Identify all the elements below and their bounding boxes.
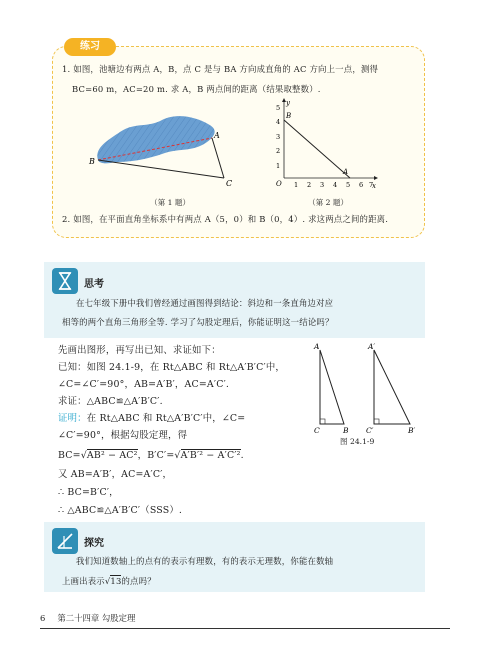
- fig1-caption: （第 1 题）: [150, 198, 191, 207]
- chapter-title: 第二十四章 勾股定理: [57, 613, 136, 623]
- y-tick: 4: [276, 118, 281, 126]
- sqrt-icon: √: [104, 576, 111, 586]
- footer-rule: [40, 628, 450, 629]
- x-tick: 4: [333, 181, 338, 189]
- b2c2-eq: ，B′C′=: [137, 450, 175, 461]
- think-line1: 在七年级下册中我们曾经通过画图得到结论：斜边和一条直角边对应: [76, 298, 334, 308]
- proof-line-4: 求证：△ABC≌△A′B′C′.: [58, 396, 163, 407]
- radicand-1: AB² − AC²: [86, 450, 138, 461]
- explore-radicand: 13: [110, 576, 122, 586]
- compass-icon: [52, 528, 78, 554]
- exercise-q1-line2: BC=60 m，AC=20 m. 求 A，B 两点间的距离（结果取整数）.: [72, 84, 321, 94]
- fig1-label-b: B: [89, 157, 95, 166]
- x-tick: 5: [346, 181, 351, 189]
- proof-line-5: [58, 410, 245, 427]
- label-c: C: [314, 426, 320, 435]
- proof-line-6: ∠C′=90°，根据勾股定理，得: [58, 430, 188, 441]
- x-tick: 2: [307, 181, 312, 189]
- explore-line2-end: 的点吗？: [121, 576, 156, 586]
- x-tick: 7: [369, 181, 374, 189]
- y-tick: 3: [276, 133, 281, 141]
- fig2-y-label: y: [286, 99, 290, 107]
- fig1-label-c: C: [226, 179, 233, 188]
- explore-title: 探究: [84, 538, 104, 549]
- exercise-q1-line1: 1. 如图，池塘边有两点 A，B，点 C 是与 BA 方向成直角的 AC 方向上一点，测得: [62, 64, 379, 74]
- y-tick: 2: [276, 147, 281, 155]
- think-line2: 相等的两个直角三角形全等. 学习了勾股定理后，你能证明这一结论吗？: [62, 317, 334, 327]
- x-tick: 6: [359, 181, 364, 189]
- figure-caption: 图 24.1-9: [340, 437, 375, 446]
- page-number: 6: [40, 613, 46, 623]
- label-a: A: [314, 342, 320, 351]
- period: .: [240, 450, 244, 461]
- sqrt-icon: √: [80, 450, 87, 461]
- proof-line-9: ∴ BC=B′C′，: [58, 487, 119, 498]
- triangle-abc: [320, 350, 344, 424]
- radicand-2: A′B′² − A′C′²: [180, 450, 241, 461]
- triangle-a2b2c2: [374, 350, 410, 424]
- sqrt-icon: √: [174, 450, 181, 461]
- fig2-x-ticks: [294, 181, 373, 189]
- hourglass-icon: [52, 268, 78, 294]
- segment-ac: [212, 138, 224, 178]
- pond-figure: [86, 102, 246, 194]
- proof-label: 证明：: [58, 413, 87, 424]
- proof-line-10: ∴ △ABC≌△A′B′C′（SSS）.: [58, 505, 183, 516]
- think-title: 思考: [84, 279, 104, 290]
- label-a-prime: A′: [368, 342, 376, 351]
- x-tick: 1: [294, 181, 299, 189]
- proof-line-1: 先画出图形，再写出已知、求证如下：: [58, 345, 221, 356]
- exercise-q2: 2. 如图，在平面直角坐标系中有两点 A（5，0）和 B（0，4）. 求这两点之间的距离.: [62, 214, 389, 224]
- exercise-tag: 练习: [64, 38, 116, 56]
- explore-line2: [62, 572, 156, 591]
- coordinate-figure: [270, 96, 380, 194]
- y-tick: 5: [276, 104, 281, 112]
- x-tick: 3: [320, 181, 325, 189]
- proof-line-2: 已知：如图 24.1-9，在 Rt△ABC 和 Rt△A′B′C′中，: [58, 362, 285, 373]
- fig2-point-b: B: [286, 112, 292, 120]
- y-tick: 1: [276, 162, 281, 170]
- explore-line2-start: 上画出表示: [62, 576, 105, 586]
- segment-ab: [284, 120, 350, 178]
- proof-line-8: 又 AB=A′B′，AC=A′C′，: [58, 469, 173, 480]
- label-b: B: [343, 426, 349, 435]
- triangles-figure: [308, 340, 428, 450]
- proof-line-5-text: 在 Rt△ABC 和 Rt△A′B′C′中，∠C=: [86, 413, 246, 424]
- proof-line-3: ∠C=∠C′=90°，AB=A′B′，AC=A′C′.: [58, 379, 230, 390]
- segment-bc: [98, 160, 224, 178]
- fig1-label-a: A: [214, 131, 220, 140]
- fig2-x-label: x: [372, 182, 376, 190]
- fig2-y-ticks: [276, 104, 280, 170]
- page-footer: [40, 612, 135, 624]
- label-c-prime: C′: [366, 426, 374, 435]
- label-b-prime: B′: [408, 426, 416, 435]
- bc-eq: BC=: [58, 450, 81, 461]
- fig2-caption: （第 2 题）: [308, 198, 349, 207]
- fig2-origin: O: [276, 180, 282, 188]
- proof-line-7: [58, 447, 244, 464]
- fig2-point-a: A: [343, 168, 349, 176]
- explore-line1: 我们知道数轴上的点有的表示有理数，有的表示无理数，你能在数轴: [76, 556, 334, 566]
